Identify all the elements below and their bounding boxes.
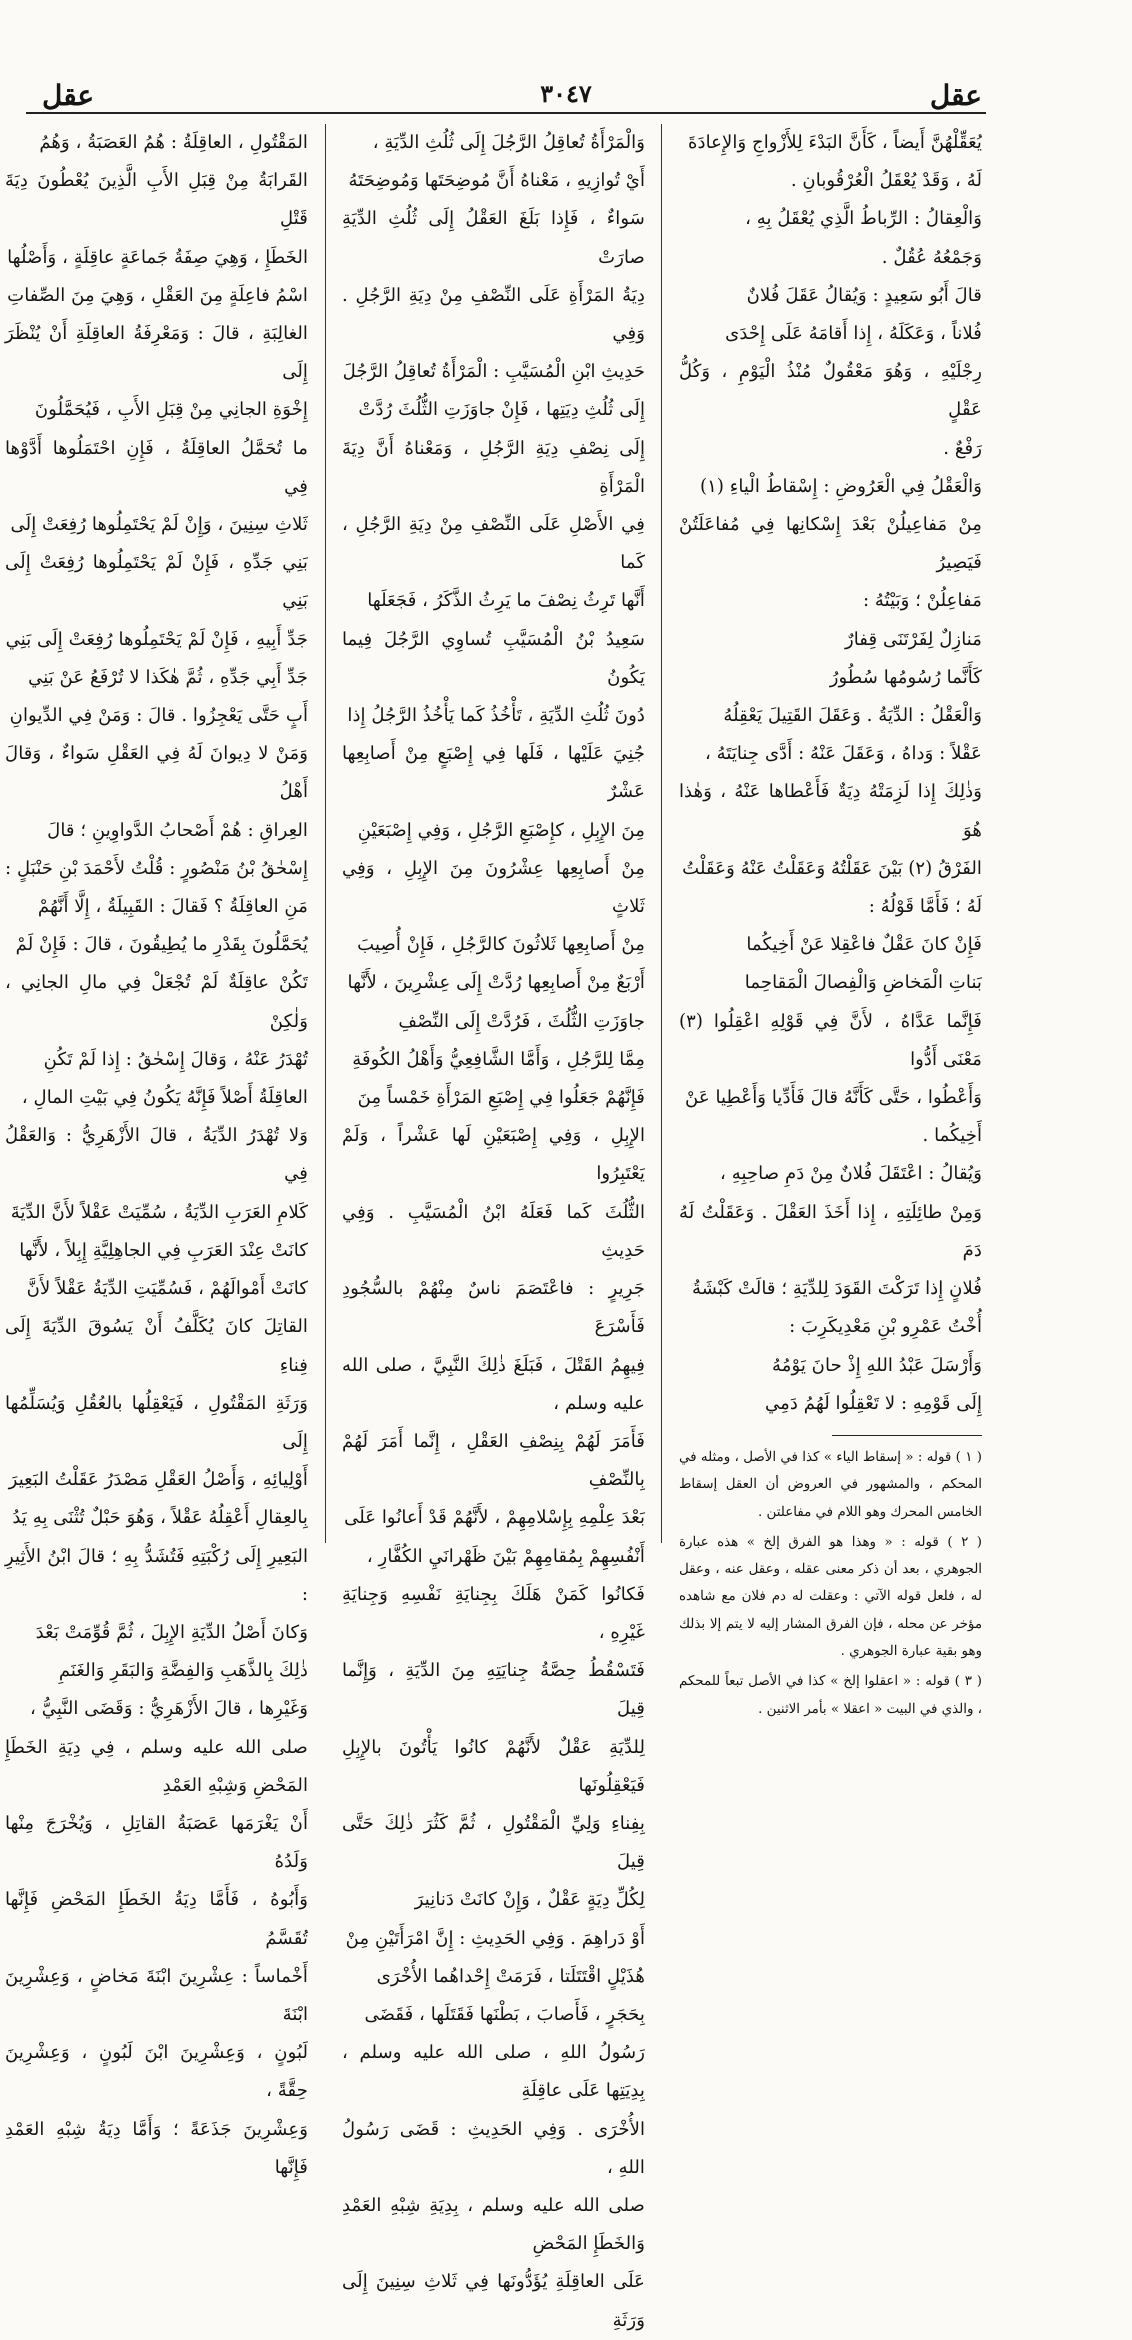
- text-line: الخَطَإِ ، وَهِيَ صِفَةُ جَماعَةٍ عاقِلَةٍ ، وَأَصْلُها: [7, 246, 308, 268]
- text-line: إِسْحٰقُ بْنُ مَنْصُورٍ : قُلْتُ لأَحْمَدَ بْنِ حَنْبَلٍ :: [5, 857, 308, 879]
- text-line: القَرابَةُ مِنْ قِبَلِ الأَبِ الَّذِينَ يُعْطُونَ دِيَةَ قَتْلِ: [5, 170, 308, 230]
- text-line: أَوْلِيائِهِ ، وَأَصْلُ العَقْلِ مَصْدَرُ عَقَلْتُ البَعِيرَ: [8, 1469, 308, 1491]
- text-line: جَرِيرٍ : فاعْتَصَمَ ناسٌ مِنْهُمْ بالسُّجُودِ فَأَسْرَعَ: [342, 1278, 645, 1338]
- text-line: صلى الله عليه وسلم ، فِي دِيَةِ الخَطَإِ المَحْضِ وَشِبْهِ العَمْدِ: [5, 1736, 308, 1796]
- text-line: وَالْمَرْأَةُ تُعاقِلُ الرَّجُلَ إِلَى ثُلُثِ الدِّيَةِ ،: [372, 132, 645, 153]
- text-line: بِفِناءِ وَلِيِّ الْمَقْتُولِ ، ثُمَّ كَثُرَ ذٰلِكَ حَتَّى قِيلَ: [342, 1812, 645, 1873]
- text-line: فِي الأَصْلِ عَلَى النِّصْفِ مِنْ دِيَةِ الرَّجُلِ ، كَما: [342, 514, 645, 574]
- text-line: كَأَنَّما رُسُومُها سُطُورُ: [829, 666, 982, 688]
- text-line: وَالْعِقالُ : الرِّباطُ الَّذِي يُعْقَلُ بِهِ ،: [745, 208, 982, 230]
- text-line: وَكانَ أَصْلُ الدِّيَةِ الإِبِلَ ، ثُمَّ قُوِّمَتْ بَعْدَ: [35, 1621, 308, 1643]
- text-line: رَسُولُ اللهِ ، صلى الله عليه وسلم ، بِدِيَتِها عَلَى عاقِلَةِ: [342, 2042, 645, 2102]
- text-line: المَقْتُولِ ، العاقِلَةُ : هُمُ العَصَبَةُ ، وَهُمُ: [39, 132, 308, 153]
- footnote-rule: [832, 1435, 982, 1444]
- text-line: الإِبِلِ ، وَفِي إِصْبَعَيْنِ لَها عَشْراً ، وَلَمْ يَعْتَبِرُوا: [342, 1125, 645, 1185]
- header-guide-word-right: عقل: [929, 79, 982, 112]
- text-line: كانَتْ عِنْدَ العَرَبِ فِي الجاهِلِيَّةِ إِبِلاً ، لأَنَّها: [19, 1239, 308, 1261]
- text-line: وَالْعَقْلُ : الدِّيَةُ . وَعَقَلَ القَتِيلَ يَعْقِلُهُ: [723, 705, 982, 727]
- text-line: مِنْ مَفاعِيلُنْ بَعْدَ إِسْكانِها فِي مُفاعَلَتُنْ فَيَصِيرُ: [679, 514, 982, 574]
- column-middle: [342, 124, 645, 2331]
- text-line: وَمِنْ طائِلَتِهِ ، إِذا أَخَذَ العَقْلَ . وَعَقَلْتُ لَهُ دَمَ: [679, 1201, 982, 1261]
- text-line: دُونَ ثُلُثِ الدِّيَةِ ، تَأْخُذُ كَما يَأْخُذُ الرَّجُلُ إِذا: [347, 705, 645, 727]
- text-line: تُهْدَرُ عَنْهُ ، وَقالَ إِسْحٰقُ : إِذا لَمْ تَكُنِ: [43, 1048, 308, 1070]
- text-line: قالَ أَبُو سَعِيدٍ : وَيُقالُ عَقَلَ فُلانٌ: [746, 284, 982, 306]
- text-line: فُلاناً ، وَعَكَلَهُ ، إِذا أَقامَهُ عَلَى إِحْدَى: [725, 323, 982, 345]
- text-line: عَقْلاً : وَداهُ ، وَعَقَلَ عَنْهُ : أَدَّى جِنايَتَهُ ،: [704, 743, 982, 765]
- text-line: الفَرْقُ (٢) بَيْنَ عَقَلْتُهُ وَعَقَلْتُ عَنْهُ وَعَقَلْتُ: [682, 857, 982, 879]
- text-line: مِنْ أَصابِعِها ثَلاثُونَ كالرَّجُلِ ، فَإِنْ أُصِيبَ: [357, 934, 645, 956]
- text-line: جَدِّ أَبِيهِ ، فَإِنْ لَمْ يَحْتَمِلُوها رُفِعَتْ إِلَى بَنِي: [5, 628, 308, 650]
- text-line: بِحَجَرٍ ، فَأَصابَ ، بَطْنَها فَقَتَلَها ، فَقَضَى: [364, 2003, 645, 2025]
- text-line: جاوَزَتِ الثُّلُثَ ، فَرُدَّتْ إِلَى النِّصْفِ: [398, 1010, 645, 1032]
- text-line: كانَتْ أَمْوالَهُمْ ، فَسُمِّيَتِ الدِّيَةُ عَقْلاً لأَنَّ: [26, 1278, 308, 1300]
- text-line: فُلانٍ إِذا تَرَكْتَ القَوَدَ لِلدِّيَةِ ؛ قالَتْ كَبْشَةُ: [692, 1278, 982, 1300]
- text-line: وَجَمْعُهُ عُقُلٌ .: [881, 246, 982, 268]
- text-line: جَدِّ أَبِي جَدِّهِ ، ثُمَّ هٰكَذا لا تُرْفَعُ عَنْ بَنِي: [28, 666, 308, 688]
- text-line: أُخْتُ عَمْرِو بْنِ مَعْدِيكَرِبَ :: [789, 1316, 982, 1338]
- text-line: الأُخْرَى . وَفِي الحَدِيثِ : قَضَى رَسُولُ اللهِ ،: [342, 2118, 645, 2178]
- text-line: وَأَعْطُوا ، حَتَّى كَأَنَّهُ قالَ فَأَدِّيا وَأَعْطِيا عَنْ: [684, 1087, 982, 1109]
- text-line: كَلامِ العَرَبِ الدِّيَةُ ، سُمِّيَتْ عَقْلاً لأَنَّ الدِّيَةَ: [10, 1201, 308, 1223]
- text-line: لِلدِّيَةِ عَقْلٌ لأَنَّهُمْ كانُوا يَأْتُونَ بالإِبِلِ فَيَعْقِلُونَها: [342, 1736, 645, 1796]
- column-left: [5, 124, 308, 2178]
- text-line: فَأَمَرَ لَهُمْ بِنِصْفِ العَقْلِ ، إِنَّما أَمَرَ لَهُمْ بِالنِّصْفِ: [342, 1430, 645, 1491]
- text-line: العاقِلَةُ أَصْلاً فَإِنَّهُ يَكُونُ فِي بَيْتِ المالِ ،: [21, 1087, 308, 1109]
- header-guide-word-left: عقل: [42, 79, 95, 112]
- text-line: القاتِلَ كانَ يُكَلَّفُ أَنْ يَسُوقَ الدِّيَةَ إِلَى فِناءِ: [5, 1316, 308, 1376]
- text-line: إِلَى ثُلُثِ دِيَتِها ، فَإِنْ جاوَزَتِ الثُّلُثَ رُدَّتْ: [358, 399, 645, 421]
- text-line: وَأَبُوهُ ، فَأَمَّا دِيَةُ الخَطَإِ المَحْضِ فَإِنَّها تُقَسَّمُ: [5, 1889, 308, 1949]
- text-line: مَنِ العاقِلَةُ ؟ فَقالَ : القَبِيلَةُ ، إِلَّا أَنَّهُمْ: [37, 896, 308, 918]
- text-line: سَواءٌ ، فَإِذا بَلَغَ العَقْلُ إِلَى ثُلُثِ الدِّيَةِ صارَتْ: [342, 208, 645, 268]
- text-line: أَخِيكُما .: [922, 1125, 982, 1147]
- text-line: ذٰلِكَ بِالذَّهَبِ وَالفِضَّةِ وَالبَقَرِ وَالغَنَمِ: [58, 1660, 308, 1682]
- text-line: وَعِشْرِينَ جَذَعَةً ؛ وَأَمَّا دِيَةُ شِبْهِ العَمْدِ فَإِنَّها: [5, 2118, 308, 2178]
- text-line: بِالعِقالِ أَعْقِلُهُ عَقْلاً ، وَهُوَ حَبْلٌ تُثْنَى بِهِ يَدُ: [12, 1507, 308, 1529]
- text-line: جُنِيَ عَلَيْها ، فَلَها فِي إِصْبَعٍ مِنْ أَصابِعِها عَشْرٌ: [342, 743, 645, 803]
- text-line: وَمَنْ لا دِيوانَ لَهُ فِي العَقْلِ سَواءٌ ، وَقالَ أَهْلُ: [5, 743, 308, 803]
- text-line: رِجْلَيْهِ ، وَهُوَ مَعْقُولٌ مُنْذُ الْيَوْمِ ، وَكُلُّ عَقْلٍ: [679, 361, 982, 421]
- text-line: فَتَسْقُطُ حِصَّةُ جِنايَتِهِ مِنَ الدِّيَةِ ، وَإِنَّما قِيلَ: [342, 1660, 645, 1720]
- text-line: أَوْ دَراهِمَ . وَفِي الحَدِيثِ : إِنَّ امْرَأَتَيْنِ مِنْ: [345, 1927, 645, 1949]
- text-line: عَلَى العاقِلَةِ يُؤَدُّونَها فِي ثَلاثِ سِنِينَ إِلَى وَرَثَةِ: [342, 2271, 645, 2331]
- text-line: مَفاعِلُنْ ؛ وَبَيْتُهُ :: [862, 590, 982, 612]
- text-line: بَعْدَ عِلْمِهِ بِإِسْلامِهِمْ ، لأَنَّهُمْ قَدْ أَعانُوا عَلَى: [344, 1507, 645, 1529]
- text-line: وَالْعَقْلُ فِي الْعَرُوضِ : إِسْقاطُ الْياءِ (١): [700, 475, 982, 497]
- text-line: أَرْبَعٌ مِنْ أَصابِعِها رُدَّتْ إِلَى عِشْرِينَ ، لأَنَّها: [347, 972, 645, 994]
- text-line: لِكُلِّ دِيَةٍ عَقْلٌ ، وَإِنْ كانَتْ دَنانِيرَ: [414, 1889, 645, 1911]
- text-line: حَدِيثِ ابْنِ الْمُسَيَّبِ : الْمَرْأَةُ تُعاقِلُ الرَّجُلَ: [342, 361, 645, 383]
- text-line: فَكانُوا كَمَنْ هَلَكَ بِجِنايَةِ نَفْسِهِ وَجِنايَةِ غَيْرِهِ ،: [342, 1583, 645, 1643]
- text-line: وَلا تُهْدَرُ الدِّيَةُ ، قالَ الأَزْهَرِيُّ : وَالعَقْلُ فِي: [5, 1125, 308, 1185]
- text-line: فَإِنْ كانَ عَقْلٌ فاعْقِلا عَنْ أَخِيكُما: [746, 934, 982, 956]
- text-line: أَنْفُسِهِمْ بِمُقامِهِمْ بَيْنَ ظَهْرانَيِ الكُفَّارِ ،: [366, 1545, 645, 1567]
- text-line: الثُّلُثَ كَما فَعَلَهُ ابْنُ الْمُسَيَّبِ . وَفِي حَدِيثِ: [342, 1201, 645, 1261]
- text-line: هُذَيْلٍ اقْتَتَلَتا ، فَرَمَتْ إِحْداهُما الأُخْرَى: [376, 1965, 645, 1987]
- text-line: أَنَّها تَرِثُ نِصْفَ ما يَرِثُ الذَّكَرُ ، فَجَعَلَها: [367, 590, 645, 612]
- text-line: فَإِنَّما عَدَّاهُ ، لأَنَّ فِي قَوْلِهِ اعْقِلُوا (٣) مَعْنَى أَدُّوا: [679, 1010, 982, 1070]
- footnote: ( ٣ ) قوله : « اعقلوا إلخ » كذا في الأصل تبعاً للمحكم ، والذي في البيت « اعقلا » بأمر الاثنين .: [679, 1674, 983, 1717]
- column-divider: [325, 124, 326, 1543]
- text-line: فَإِنَّهُمْ جَعَلُوا فِي إِصْبَعِ المَرْأَةِ خَمْساً مِنَ: [357, 1087, 645, 1109]
- text-line: إِخْوَةِ الجانِي مِنْ قِبَلِ الأَبِ ، فَيُحَمَّلُونَ: [34, 399, 308, 421]
- column-divider: [661, 124, 662, 1543]
- text-line: ما تُحَمَّلُ العاقِلَةُ ، فَإِنِ احْتَمَلُوها أَدَّوْها فِي: [5, 437, 308, 497]
- footnote: ( ١ ) قوله : « إسقاط الياء » كذا في الأصل ، ومثله في المحكم ، والمشهور في العروض أن العقل إسقاط الخامس المحرك وهو اللام في مفاعلتن .: [679, 1449, 982, 1520]
- text-line: يُعَقِّلْهُنَّ أَيضاً ، كَأَنَّ البَدْءَ لِلأَزْواجِ وَالإِعادَةَ: [688, 132, 982, 153]
- text-line: سَعِيدُ بْنُ الْمُسَيَّبِ تُساوِي الرَّجُلَ فِيما يَكُونُ: [342, 628, 645, 688]
- text-line: أَنْ يَغْرَمَها عَصَبَةُ القاتِلِ ، وَيُخْرَجَ مِنْها وَلَدُهُ: [5, 1812, 308, 1873]
- text-line: لَهُ ؛ فَأَمَّا قَوْلُهُ :: [868, 896, 982, 918]
- text-line: وَغَيْرِها ، قالَ الأَزْهَرِيُّ : وَقَضَى النَّبِيُّ ،: [30, 1698, 308, 1720]
- text-line: العِراقِ : هُمْ أَصْحابُ الدَّواوِينِ ؛ قالَ: [47, 819, 308, 841]
- page-number: ٣٠٤٧: [540, 79, 592, 108]
- text-line: تَكُنْ عاقِلَةٌ لَمْ تُجْعَلْ فِي مالِ الجانِي ، وَلٰكِنْ: [5, 972, 308, 1032]
- text-line: لَبُونٍ ، وَعِشْرِينَ ابْنَ لَبُونٍ ، وَعِشْرِينَ حِقَّةً ،: [5, 2042, 308, 2102]
- text-line: ثَلاثِ سِنِينَ ، وَإِنْ لَمْ يَحْتَمِلُوها رُفِعَتْ إِلَى: [10, 514, 308, 536]
- footnote: ( ٢ ) قوله : « وهذا هو الفرق إلخ » هذه عبارة الجوهري ، بعد أن ذكر معنى عقله ، وعقل عنه ، وعقل له ، فلعل قوله الآتي : وعقلت له دم فلان مع شاهده مؤخر عن محله ، فإن الفرق المشار إليه لا يتم إلا بذلك وهو بقية عبارة الجوهري .: [679, 1534, 982, 1659]
- text-line: رَفْعٌ .: [943, 437, 982, 459]
- text-line: إِلَى نِصْفِ دِيَةِ الرَّجُلِ ، وَمَعْناهُ أَنَّ دِيَةَ الْمَرْأَةِ: [342, 437, 645, 497]
- text-line: بَنِي جَدِّهِ ، فَإِنْ لَمْ يَحْتَمِلُوها رُفِعَتْ إِلَى بَنِي: [5, 552, 308, 612]
- text-line: دِيَةُ المَرْأَةِ عَلَى النِّصْفِ مِنْ دِيَةِ الرَّجُلِ . وَفِي: [342, 284, 645, 345]
- text-line: مِنَ الإِبِلِ ، كإِصْبَعِ الرَّجُلِ ، وَفِي إِصْبَعَيْنِ: [357, 819, 645, 841]
- text-line: لَهُ ، وَقَدْ يُعْقَلُ الْعُرْقُوبانِ .: [790, 170, 982, 192]
- text-line: وَأَرْسَلَ عَبْدُ اللهِ إِذْ حانَ يَوْمُهُ: [771, 1354, 982, 1376]
- text-line: مَنازِلٌ لِفَرْتَنَى قِفارٌ: [844, 628, 982, 650]
- text-line: فِيهِمُ القَتْلَ ، فَبَلَغَ ذٰلِكَ النَّبِيَّ ، صلى الله عليه وسلم ،: [342, 1354, 645, 1414]
- text-line: أَبٍ حَتَّى يَعْجِزُوا . قالَ : وَمَنْ فِي الدِّيوانِ: [9, 705, 308, 727]
- text-line: وَيُقالُ : اعْتَقَلَ فُلانٌ مِنْ دَمِ صاحِبِهِ ،: [720, 1163, 982, 1185]
- column-right: [679, 124, 983, 1717]
- text-line: أَيْ تُوازِيهِ ، مَعْناهُ أَنَّ مُوضِحَتَها وَمُوضِحَتَهُ: [348, 170, 645, 192]
- text-line: مِنْ أَصابِعِها عِشْرُونَ مِنَ الإِبِلِ ، وَفِي ثَلاثٍ: [342, 857, 645, 918]
- text-line: وَرَثَةِ المَقْتُولِ ، فَيَعْقِلُها بالعُقُلِ وَيُسَلِّمُها إِلَى: [5, 1392, 308, 1452]
- header-rule: [26, 112, 986, 114]
- text-line: يُحَمَّلُونَ بِقَدْرِ ما يُطِيقُونَ ، قالَ : فَإِنْ لَمْ: [15, 934, 308, 956]
- text-line: الغالِبَةِ ، قالَ : وَمَعْرِفَةُ العاقِلَةِ أَنْ يُنْظَرَ إِلَى: [5, 323, 308, 383]
- text-line: بَناتِ الْمَخاضِ وَالْفِصالَ الْمَقاحِما: [744, 972, 982, 994]
- text-line: صلى الله عليه وسلم ، بِدِيَةِ شِبْهِ العَمْدِ وَالخَطَإِ المَحْضِ: [342, 2194, 645, 2255]
- text-line: مِمَّا لِلرَّجُلِ ، وَأَمَّا الشَّافِعِيُّ وَأَهْلُ الكُوفَةِ: [352, 1048, 645, 1070]
- text-line: وَذٰلِكَ إِذا لَزِمَتْهُ دِيَةٌ فَأَعْطاها عَنْهُ ، وَهٰذا هُوَ: [679, 781, 982, 841]
- text-line: أَخْماساً : عِشْرِينَ ابْنَةَ مَخاضٍ ، وَعِشْرِينَ ابْنَةَ: [5, 1965, 308, 2025]
- text-line: البَعِيرِ إِلَى رُكْبَتِهِ فَتُشَدُّ بِهِ ؛ قالَ ابْنُ الأَثِيرِ :: [5, 1545, 308, 1605]
- text-line: اسْمُ فاعِلَةٍ مِنَ العَقْلِ ، وَهِيَ مِنَ الصِّفاتِ: [7, 284, 308, 306]
- text-line: إِلَى قَوْمِهِ : لا تَعْقِلُوا لَهُمُ دَمِي: [764, 1392, 982, 1414]
